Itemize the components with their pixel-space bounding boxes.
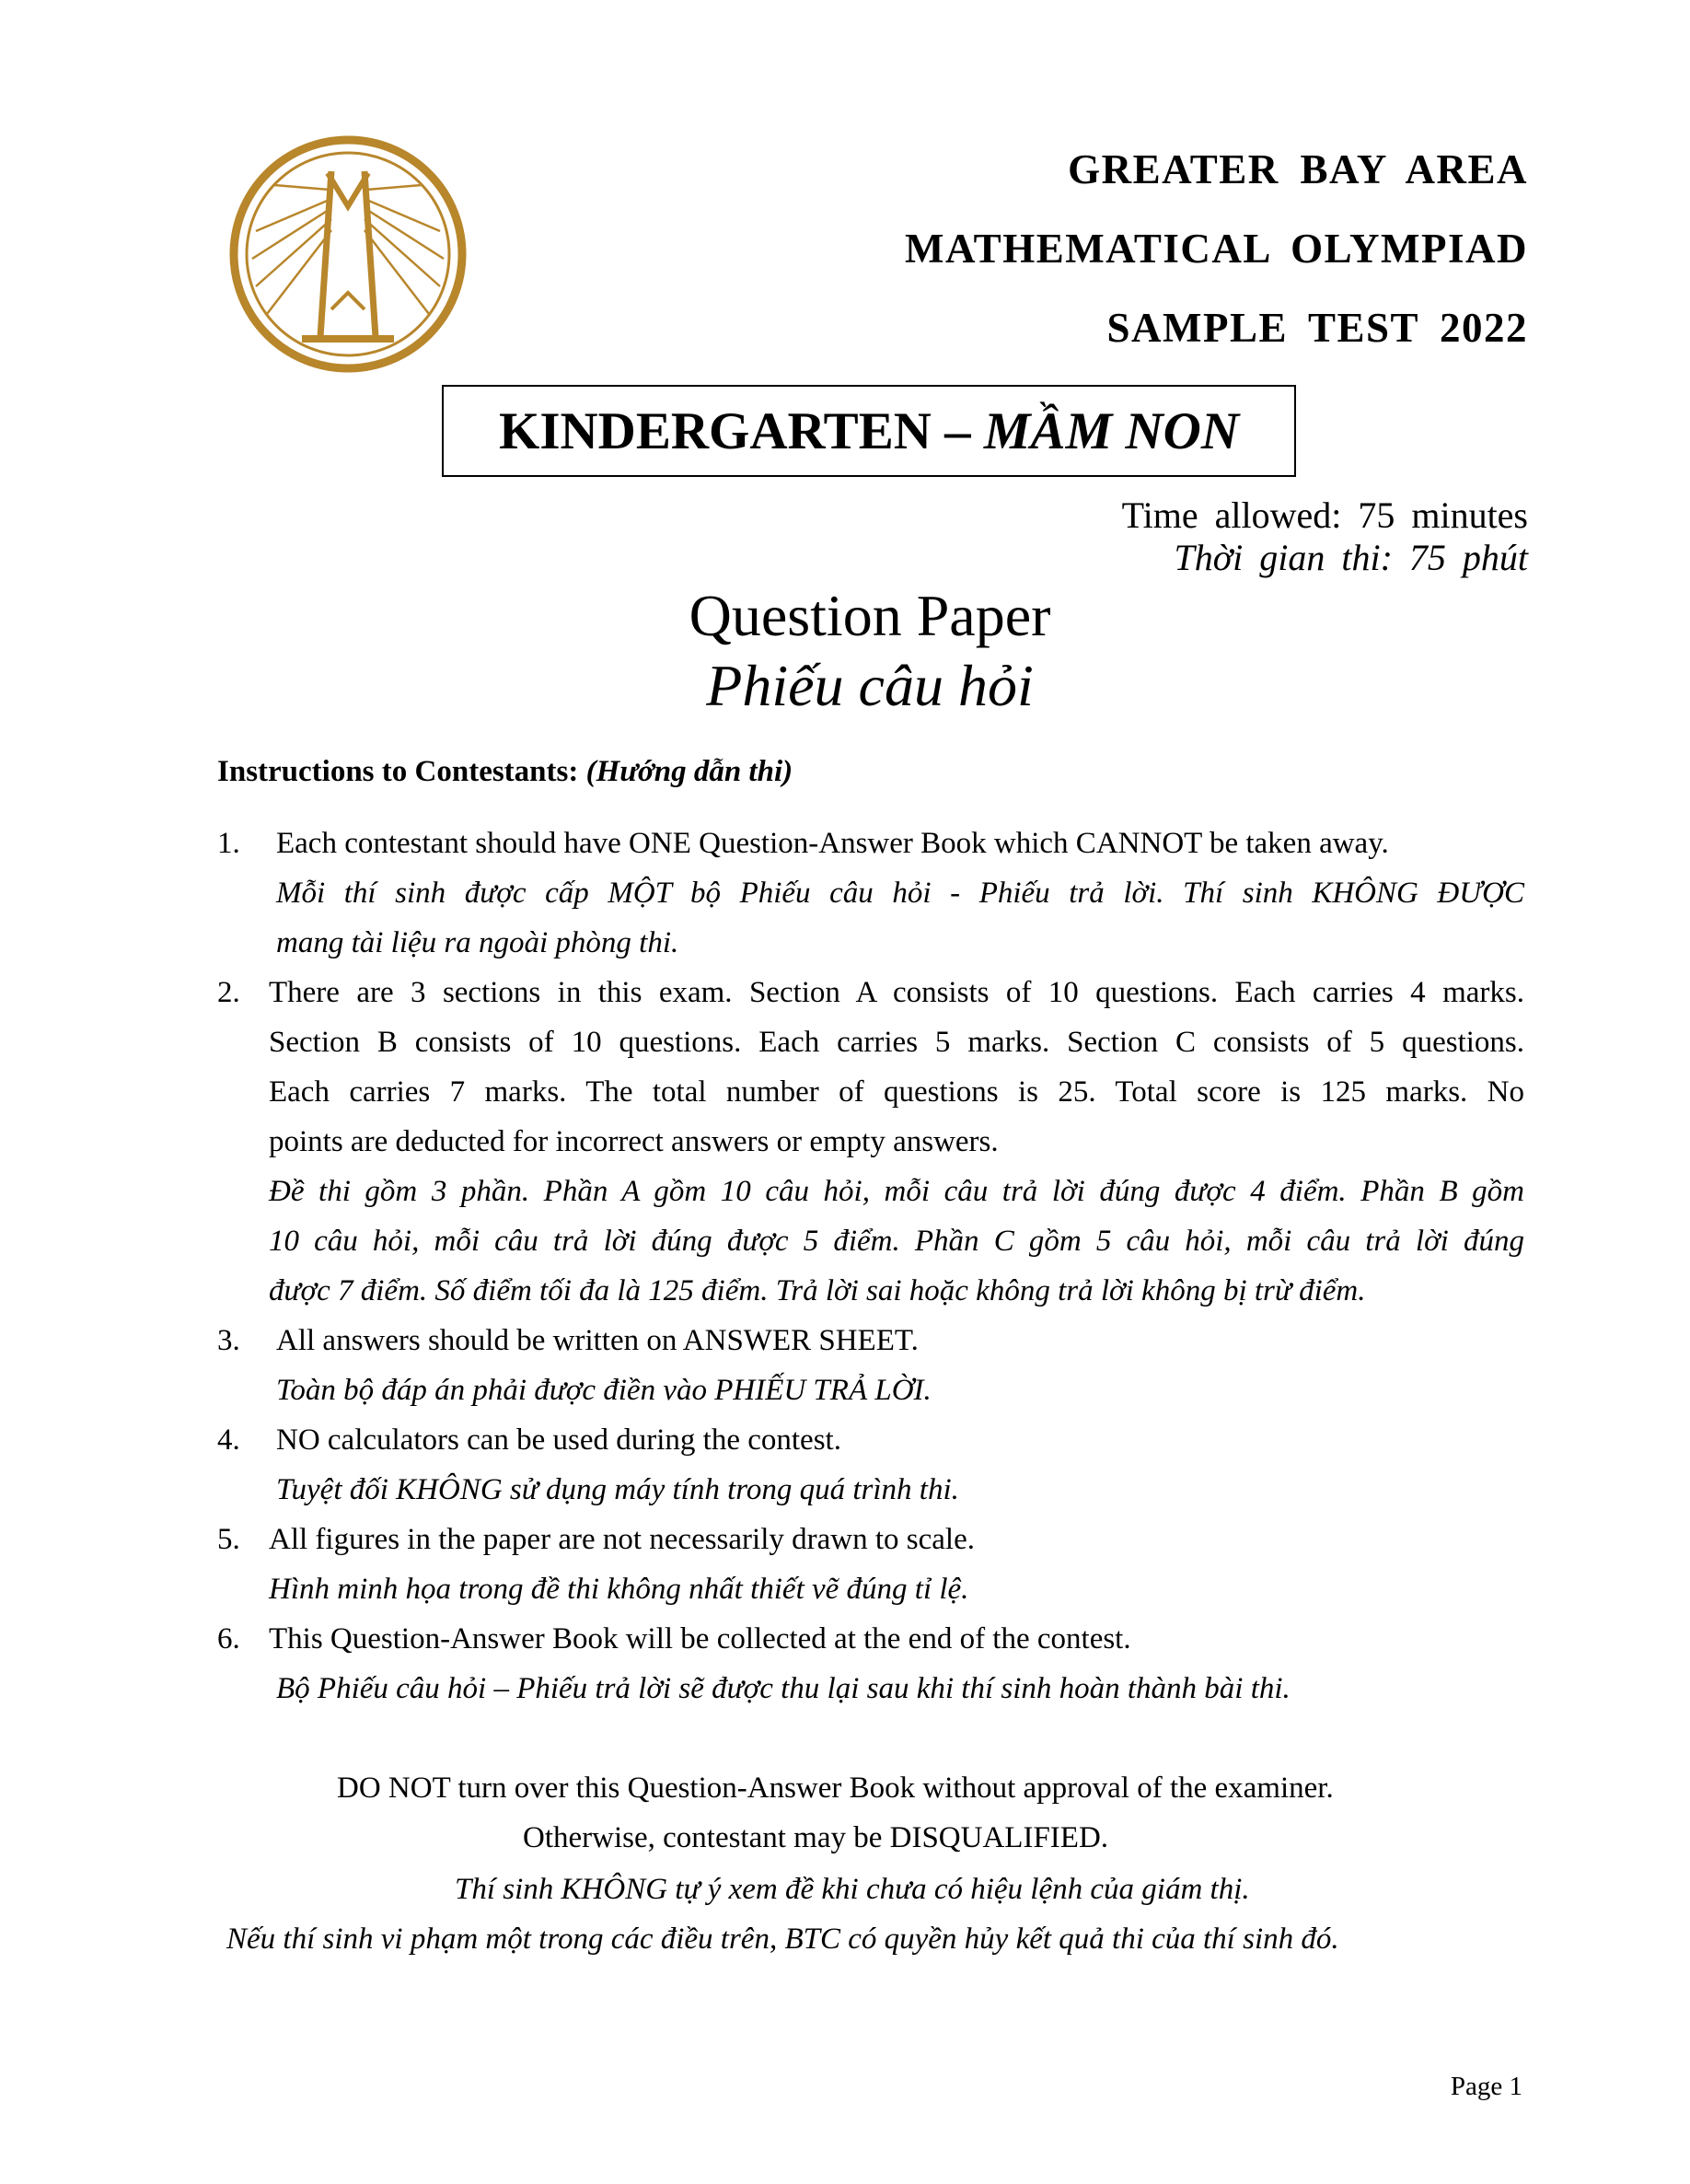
item-number: 3. — [217, 1324, 240, 1357]
item-2-vi: 10 câu hỏi, mỗi câu trả lời đúng được 5 điểm. Phần C gồm 5 câu hỏi, mỗi câu trả lời đúng — [269, 1225, 1524, 1258]
item-number: 6. — [217, 1622, 240, 1655]
item-4-vi: Tuyệt đối KHÔNG sử dụng máy tính trong quá trình thi. — [276, 1473, 959, 1506]
item-3-en: All answers should be written on ANSWER SHEET. — [276, 1324, 919, 1357]
item-4-en: NO calculators can be used during the contest. — [276, 1423, 841, 1457]
page-number: Page 1 — [1450, 2072, 1522, 2101]
item-5-en: All figures in the paper are not necessarily drawn to scale. — [269, 1523, 975, 1556]
warning-vi-1: Thí sinh KHÔNG tự ý xem đề khi chưa có hiệu lệnh của giám thị. — [455, 1873, 1250, 1906]
header-line-1: GREATER BAY AREA — [1068, 146, 1528, 192]
page-title-en: Question Paper — [689, 583, 1051, 648]
time-allowed-en: Time allowed: 75 minutes — [1121, 494, 1528, 536]
item-number: 2. — [217, 976, 240, 1009]
warning-en-1: DO NOT turn over this Question-Answer Book without approval of the examiner. — [337, 1772, 1334, 1805]
item-2-en: There are 3 sections in this exam. Section A consists of 10 questions. Each carries 4 marks. — [269, 976, 1524, 1009]
item-2-en: Section B consists of 10 questions. Each carries 5 marks. Section C consists of 5 questions. — [269, 1026, 1524, 1059]
instructions-heading-vi: (Hướng dẫn thi) — [585, 755, 793, 788]
item-1-vi: mang tài liệu ra ngoài phòng thi. — [276, 926, 679, 959]
warning-vi-2: Nếu thí sinh vi phạm một trong các điều trên, BTC có quyền hủy kết quả thi của thí sinh đó. — [226, 1923, 1339, 1956]
olympiad-logo — [228, 134, 468, 374]
item-2-vi: được 7 điểm. Số điểm tối đa là 125 điểm. Trả lời sai hoặc không trả lời không bị trừ điểm. — [269, 1274, 1366, 1307]
level-vi: MẦM NON — [983, 401, 1239, 460]
item-number: 4. — [217, 1423, 240, 1457]
warning-en-2: Otherwise, contestant may be DISQUALIFIED. — [523, 1821, 1109, 1854]
item-number: 1. — [217, 827, 240, 860]
item-2-vi: Đề thi gồm 3 phần. Phần A gồm 10 câu hỏi, mỗi câu trả lời đúng được 4 điểm. Phần B gồm — [269, 1175, 1524, 1208]
item-number: 5. — [217, 1523, 240, 1556]
level-box — [442, 385, 1296, 477]
item-6-vi: Bộ Phiếu câu hỏi – Phiếu trả lời sẽ được thu lại sau khi thí sinh hoàn thành bài thi. — [276, 1672, 1291, 1705]
item-1-vi: Mỗi thí sinh được cấp MỘT bộ Phiếu câu hỏi - Phiếu trả lời. Thí sinh KHÔNG ĐƯỢC — [276, 877, 1524, 910]
level-en: KINDERGARTEN – — [498, 401, 971, 460]
item-3-vi: Toàn bộ đáp án phải được điền vào PHIẾU TRẢ LỜI. — [276, 1374, 932, 1407]
item-2-en: points are deducted for incorrect answers or empty answers. — [269, 1125, 999, 1158]
time-allowed-vi: Thời gian thi: 75 phút — [1174, 537, 1528, 578]
page-title-vi: Phiếu câu hỏi — [706, 653, 1034, 718]
item-5-vi: Hình minh họa trong đề thi không nhất thiết vẽ đúng tỉ lệ. — [269, 1573, 969, 1606]
header-line-2: MATHEMATICAL OLYMPIAD — [905, 226, 1528, 272]
item-6-en: This Question-Answer Book will be collected at the end of the contest. — [269, 1622, 1131, 1655]
item-1-en: Each contestant should have ONE Question-Answer Book which CANNOT be taken away. — [276, 827, 1389, 860]
header-line-3: SAMPLE TEST 2022 — [1106, 305, 1528, 351]
item-2-en: Each carries 7 marks. The total number of questions is 25. Total score is 125 marks. No — [269, 1075, 1524, 1109]
instructions-heading — [217, 755, 793, 789]
instructions-heading-en: Instructions to Contestants: — [217, 755, 579, 788]
